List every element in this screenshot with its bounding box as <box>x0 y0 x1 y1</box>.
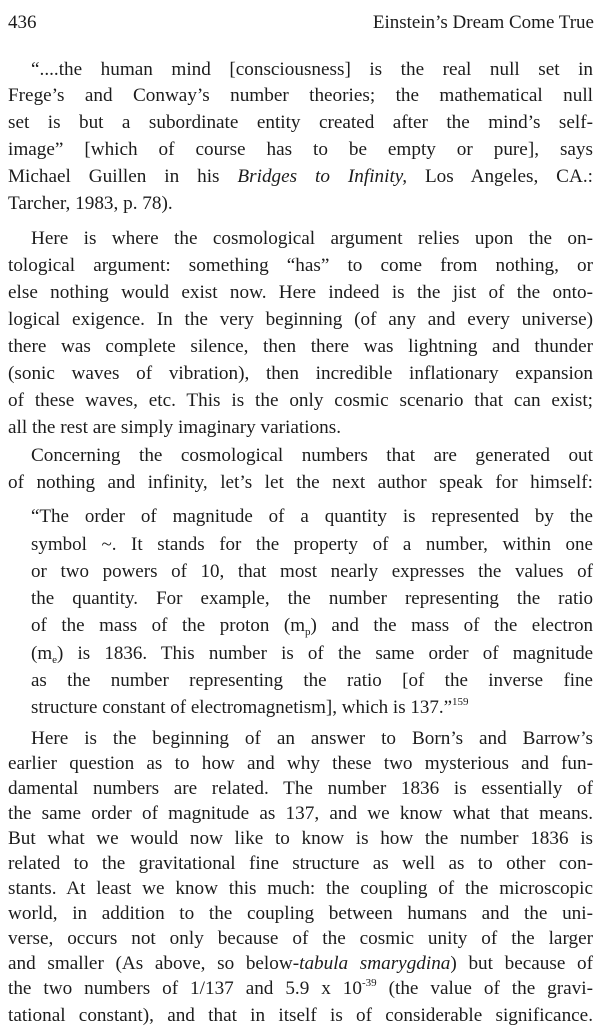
text-line: stants. At least we know this much: the coupling of the microscopic <box>8 878 593 899</box>
footnote-ref-159: 159 <box>452 696 469 708</box>
text-line: else nothing would exist now. Here indeed is the jist of the onto- <box>8 282 593 303</box>
latin-term-italic: tabula smarygdina <box>299 953 451 974</box>
text-line: of the mass of the proton $(m_p)$ and the mass of the electron <box>31 615 593 638</box>
text-line: Concerning the cosmological numbers that are generated out <box>31 445 593 466</box>
text-line: logical exigence. In the very beginning (of any and every universe) <box>8 309 593 330</box>
text-line: related to the gravitational fine structure as well as to other con- <box>8 853 593 874</box>
subscript-e: e <box>52 654 57 666</box>
text-line: (sonic waves of vibration), then incredible inflationary expansion <box>8 363 593 384</box>
text-line: the quantity. For example, the number representing the ratio <box>31 588 593 609</box>
text-line: Frege’s and Conway’s number theories; the mathematical null <box>8 85 593 106</box>
text-line: tational constant), and that in itself is of considerable significance. <box>8 1005 593 1026</box>
text-line: “The order of magnitude of a quantity is represented by the <box>31 506 593 527</box>
text-line: and smaller (As above, so below-tabula smarygdina) but because of <box>8 953 593 974</box>
exponent-minus-39: -39 <box>362 977 377 989</box>
page-number: 436 <box>8 12 37 33</box>
book-title-italic: Bridges to Infinity, <box>237 166 408 187</box>
text-line: the same order of magnitude as 137, and we know what that means. <box>8 803 593 824</box>
text-line: Tarcher, 1983, p. 78). <box>8 193 173 214</box>
text-line: image” [which of course has to be empty or pure], says <box>8 139 593 160</box>
text-line: Here is where the cosmological argument relies upon the on- <box>31 228 593 249</box>
text-line: damental numbers are related. The number 1836 is essentially of <box>8 778 593 799</box>
text-line: $(m_e)$ is 1836. This number is of the same order of magnitude <box>31 643 593 666</box>
text-line: of nothing and infinity, let’s let the next author speak for himself: <box>8 472 593 493</box>
text-line: But what we would now like to know is how the number 1836 is <box>8 828 593 849</box>
text-line: tological argument: something “has” to come from nothing, or <box>8 255 593 276</box>
text-line: as the number representing the ratio [of the inverse fine <box>31 670 593 691</box>
text-line: earlier question as to how and why these two mysterious and fun- <box>8 753 593 774</box>
text-line: Michael Guillen in his Bridges to Infinity, Los Angeles, CA.: <box>8 166 593 187</box>
text-line: the two numbers of 1/137 and 5.9 x $10^{-39}$ (the value of the gravi- <box>8 977 593 999</box>
text-line: symbol ~. It stands for the property of a number, within one <box>31 534 593 555</box>
text-line: verse, occurs not only because of the cosmic unity of the larger <box>8 928 593 949</box>
text-line: set is but a subordinate entity created after the mind’s self- <box>8 112 593 133</box>
text-line: there was complete silence, then there was lightning and thunder <box>8 336 593 357</box>
text-line: Here is the beginning of an answer to Born’s and Barrow’s <box>31 728 593 749</box>
text-line: structure constant of electromagnetism], which is 137.”$^{159}$ <box>31 696 469 718</box>
text-line: “....the human mind [consciousness] is the real null set in <box>31 59 593 80</box>
running-header <box>8 12 594 34</box>
running-title: Einstein’s Dream Come True <box>372 12 594 33</box>
text-line: of these waves, etc. This is the only cosmic scenario that can exist; <box>8 390 593 411</box>
text-line: world, in addition to the coupling between humans and the uni- <box>8 903 593 924</box>
subscript-p: p <box>305 626 311 638</box>
text-line: or two powers of 10, that most nearly expresses the values of <box>31 561 593 582</box>
text-line: all the rest are simply imaginary variations. <box>8 417 342 438</box>
